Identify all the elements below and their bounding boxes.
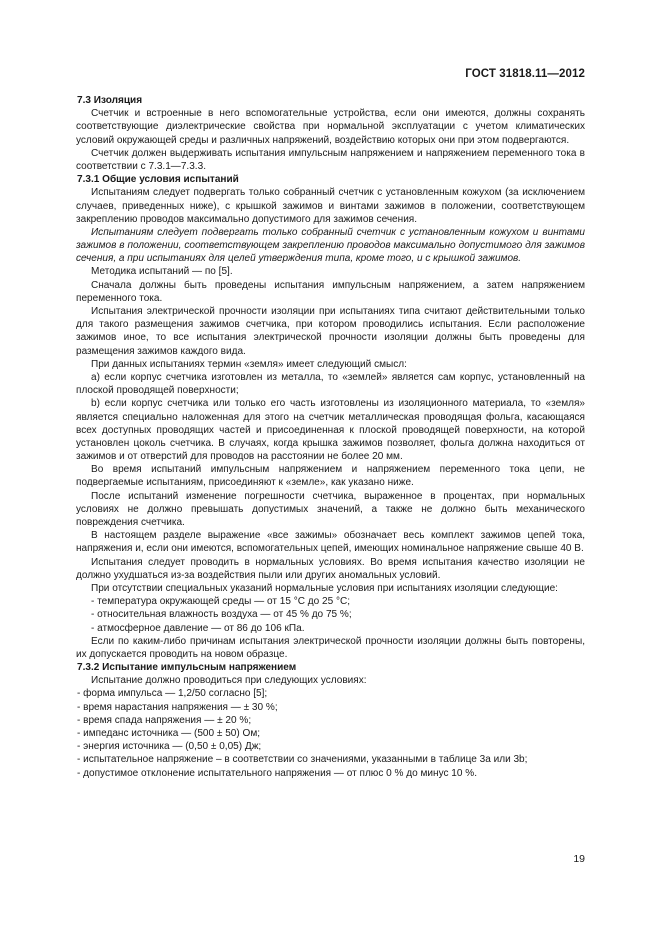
list-item: - энергия источника — (0,50 ± 0,05) Дж; <box>77 741 262 753</box>
paragraph: Методика испытаний — по [5]. <box>91 266 233 278</box>
list-item: - относительная влажность воздуха — от 45 % до 75 %; <box>91 609 352 621</box>
paragraph: Если по каким-либо причинам испытания электрической прочности изоляции должны быть повторены, их допускается проводить на новом образце. <box>76 635 585 660</box>
document-header: ГОСТ 31818.11—2012 <box>465 68 585 80</box>
paragraph: Испытаниям следует подвергать только собранный счетчик с установленным кожухом (за исключением случаев, приведенных ниже), с крышкой зажимов и винтами зажимов в положении, соответствующем закреплению проводов максимально допустимого для зажимов сечения. <box>76 187 585 225</box>
list-item: b) если корпус счетчика или только его часть изготовлены из изоляционного материала, то «земля» является специально наложенная для этого на счетчик металлическая проводящая фольга, касающаяся всех доступных проводящих частей и присоединенная к плоской проводящей поверхности, на которой установлен цоколь счетчика. В случаях, когда крышка зажимов позволяет, фольга должна находиться от зажимов и от отверстий для проводов на расстоянии не более 20 мм. <box>76 398 585 463</box>
list-item: - время спада напряжения — ± 20 %; <box>77 714 252 726</box>
paragraph: В настоящем разделе выражение «все зажимы» обозначает весь комплект зажимов цепей тока, напряжения и, если они имеются, вспомогательных цепей, имеющих номинальное напряжение свыше 40 В. <box>76 530 585 555</box>
list-item: - время нарастания напряжения — ± 30 %; <box>77 701 278 713</box>
list-item: - температура окружающей среды — от 15 °С до 25 °С; <box>91 596 351 608</box>
paragraph: После испытаний изменение погрешности счетчика, выраженное в процентах, при нормальных условиях не должно превышать допустимых значений, а также не должно быть механического повреждения счетчика. <box>76 490 585 528</box>
section-heading-7-3: 7.3 Изоляция <box>77 95 143 106</box>
italic-paragraph: Испытаниям следует подвергать только собранный счетчик с установленным кожухом и винтами зажимов в положении, соответствующем закреплению проводов максимально допустимого для зажимов сечения, а при испытаниях для целей утверждения типа, кроме того, и с крышкой зажимов. <box>76 226 585 265</box>
section-heading-7-3-1: 7.3.1 Общие условия испытаний <box>77 174 239 186</box>
page-number: 19 <box>573 853 585 865</box>
paragraph: Сначала должны быть проведены испытания импульсным напряжением, а затем напряжением переменного тока. <box>76 279 585 304</box>
paragraph: При данных испытаниях термин «земля» имеет следующий смысл: <box>91 358 407 370</box>
paragraph: При отсутствии специальных указаний нормальные условия при испытаниях изоляции следующие: <box>91 582 558 594</box>
section-heading-7-3-2: 7.3.2 Испытание импульсным напряжением <box>77 662 297 674</box>
paragraph: Счетчик должен выдерживать испытания импульсным напряжением и напряжением переменного тока в соответствии с 7.3.1—7.3.3. <box>76 147 585 172</box>
paragraph: Испытания электрической прочности изоляции при испытаниях типа считают действительными только для такого размещения зажимов счетчика, при котором проводились испытания. Если расположение зажимов иное, то все испытания электрической прочности изоляции должны быть проведены для размещения зажимов каждого вида. <box>76 306 585 357</box>
list-item: - испытательное напряжение – в соответствии со значениями, указанными в таблице 3a или 3b; <box>77 754 528 766</box>
list-item: - допустимое отклонение испытательного напряжения — от плюс 0 % до минус 10 %. <box>77 767 477 779</box>
document-body <box>76 94 585 780</box>
list-item: - форма импульса — 1,2/50 согласно [5]; <box>77 688 268 700</box>
list-item: - импеданс источника — (500 ± 50) Ом; <box>77 728 261 739</box>
paragraph: Испытания следует проводить в нормальных условиях. Во время испытания качество изоляции не должно ухудшаться из-за воздействия пыли или других аномальных условий. <box>76 556 585 581</box>
paragraph: Во время испытаний импульсным напряжением и напряжением переменного тока цепи, не подвергаемые испытаниям, присоединяют к «земле», как указано ниже. <box>76 464 585 489</box>
paragraph: Счетчик и встроенные в него вспомогательные устройства, если они имеются, должны сохранять соответствующие диэлектрические свойства при нормальной эксплуатации с учетом климатических условий окружающей среды и различных напряжений, воздействию которых они при этом подвергаются. <box>76 108 585 146</box>
list-item: - атмосферное давление — от 86 до 106 кПа. <box>91 622 305 634</box>
paragraph: Испытание должно проводиться при следующих условиях: <box>91 675 367 687</box>
list-item: а) если корпус счетчика изготовлен из металла, то «землей» является сам корпус, установленный на плоской проводящей поверхности; <box>76 371 585 397</box>
